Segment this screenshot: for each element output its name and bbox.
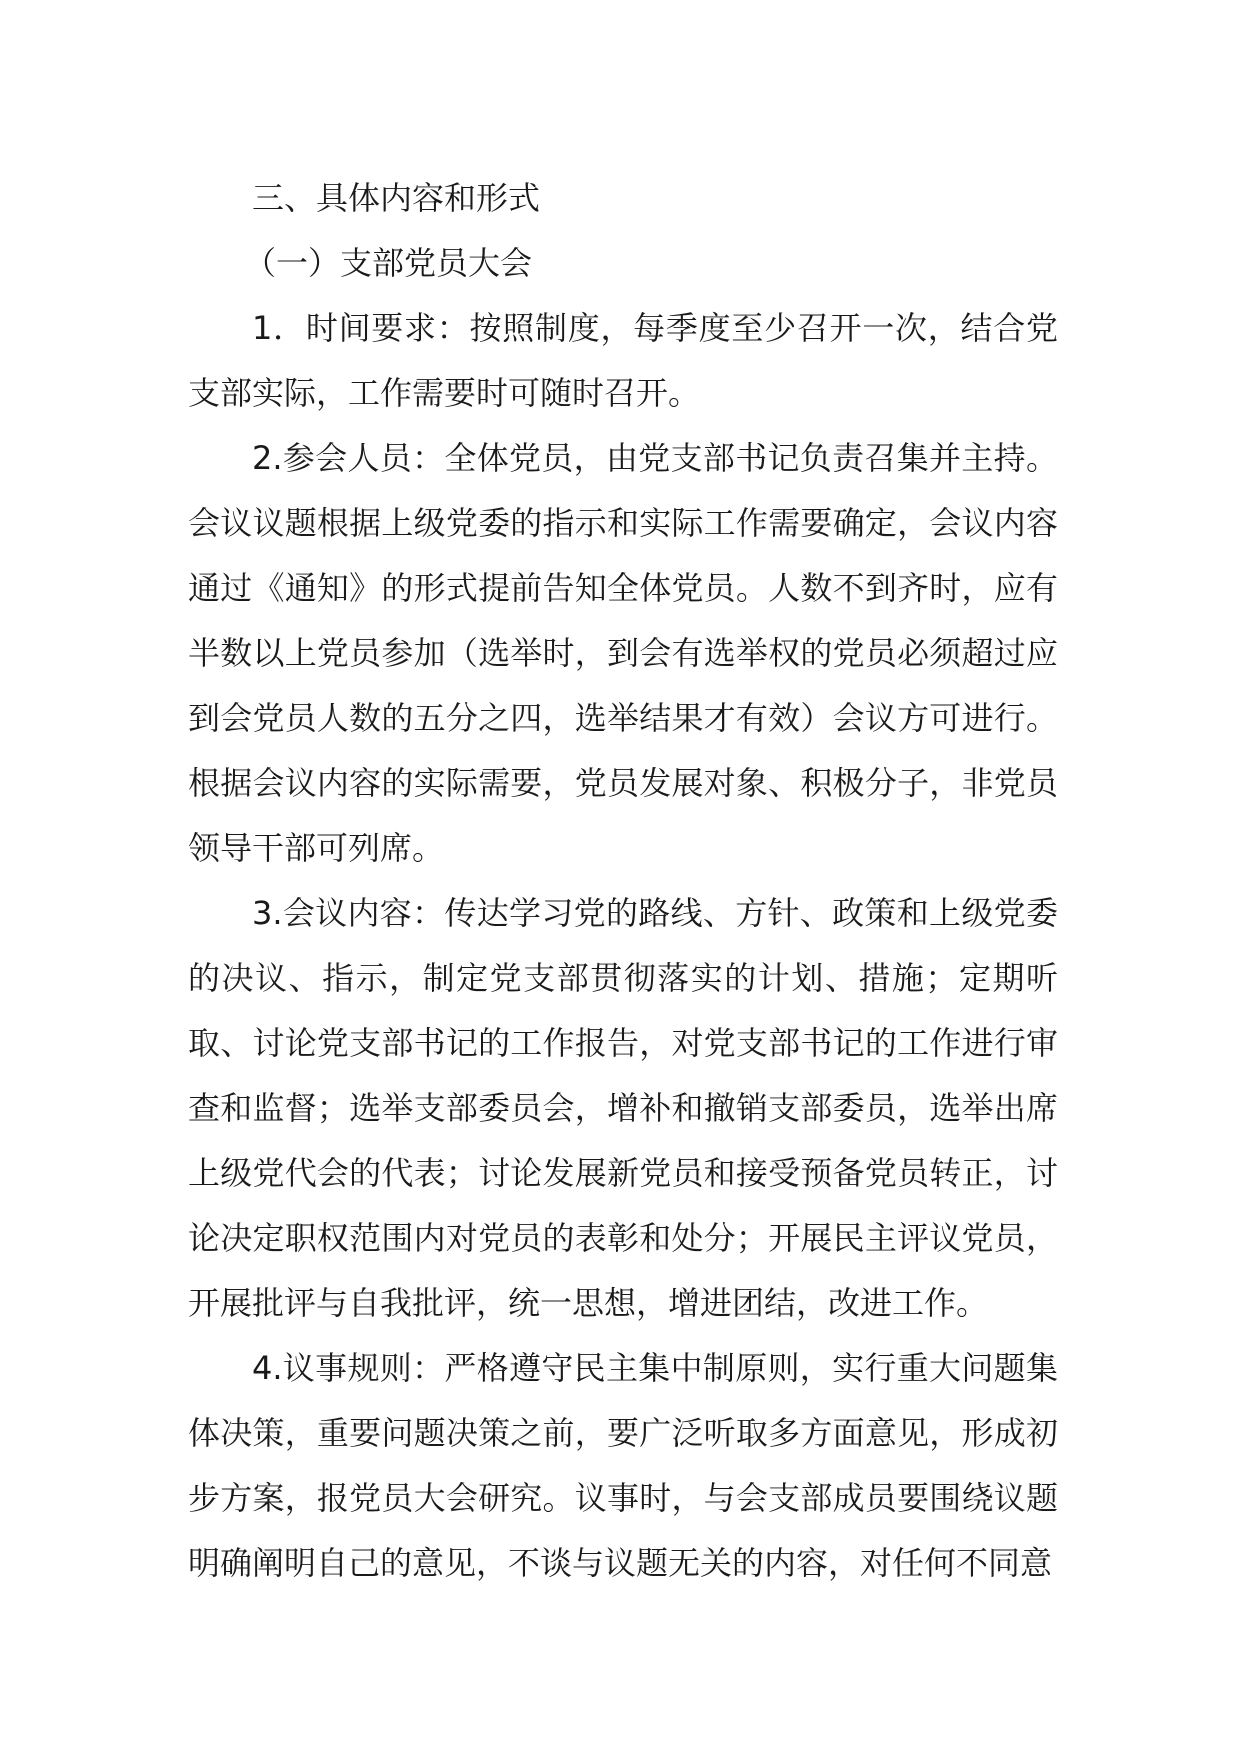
- paragraph-attendees: 2.参会人员：全体党员，由党支部书记负责召集并主持。会议议题根据上级党委的指示和实际工作需要确定，会议内容通过《通知》的形式提前告知全体党员。人数不到齐时，应有半数以上党员参加（选举时，到会有选举权的党员必须超过应到会党员人数的五分之四，选举结果才有效）会议方可进行。根据会议内容的实际需要，党员发展对象、积极分子，非党员领导干部可列席。: [188, 439, 1058, 867]
- paragraph-meeting-content: 3.会议内容：传达学习党的路线、方针、政策和上级党委的决议、指示，制定党支部贯彻落实的计划、措施；定期听取、讨论党支部书记的工作报告，对党支部书记的工作进行审查和监督；选举支部委员会，增补和撤销支部委员，选举出席上级党代会的代表；讨论发展新党员和接受预备党员转正，讨论决定职权范围内对党员的表彰和处分；开展民主评议党员，开展批评与自我批评，统一思想，增进团结，改进工作。: [188, 894, 1058, 1322]
- document-body: [188, 166, 1058, 1596]
- subsection-heading: （一）支部党员大会: [244, 244, 533, 282]
- paragraph-time-requirement: 1．时间要求：按照制度，每季度至少召开一次，结合党支部实际，工作需要时可随时召开。: [188, 309, 1058, 412]
- section-heading: 三、具体内容和形式: [252, 179, 541, 217]
- paragraph-rules-of-procedure: 4.议事规则：严格遵守民主集中制原则，实行重大问题集体决策，重要问题决策之前，要广泛听取多方面意见，形成初步方案，报党员大会研究。议事时，与会支部成员要围绕议题明确阐明自己的意见，不谈与议题无关的内容，对任何不同意: [188, 1349, 1058, 1582]
